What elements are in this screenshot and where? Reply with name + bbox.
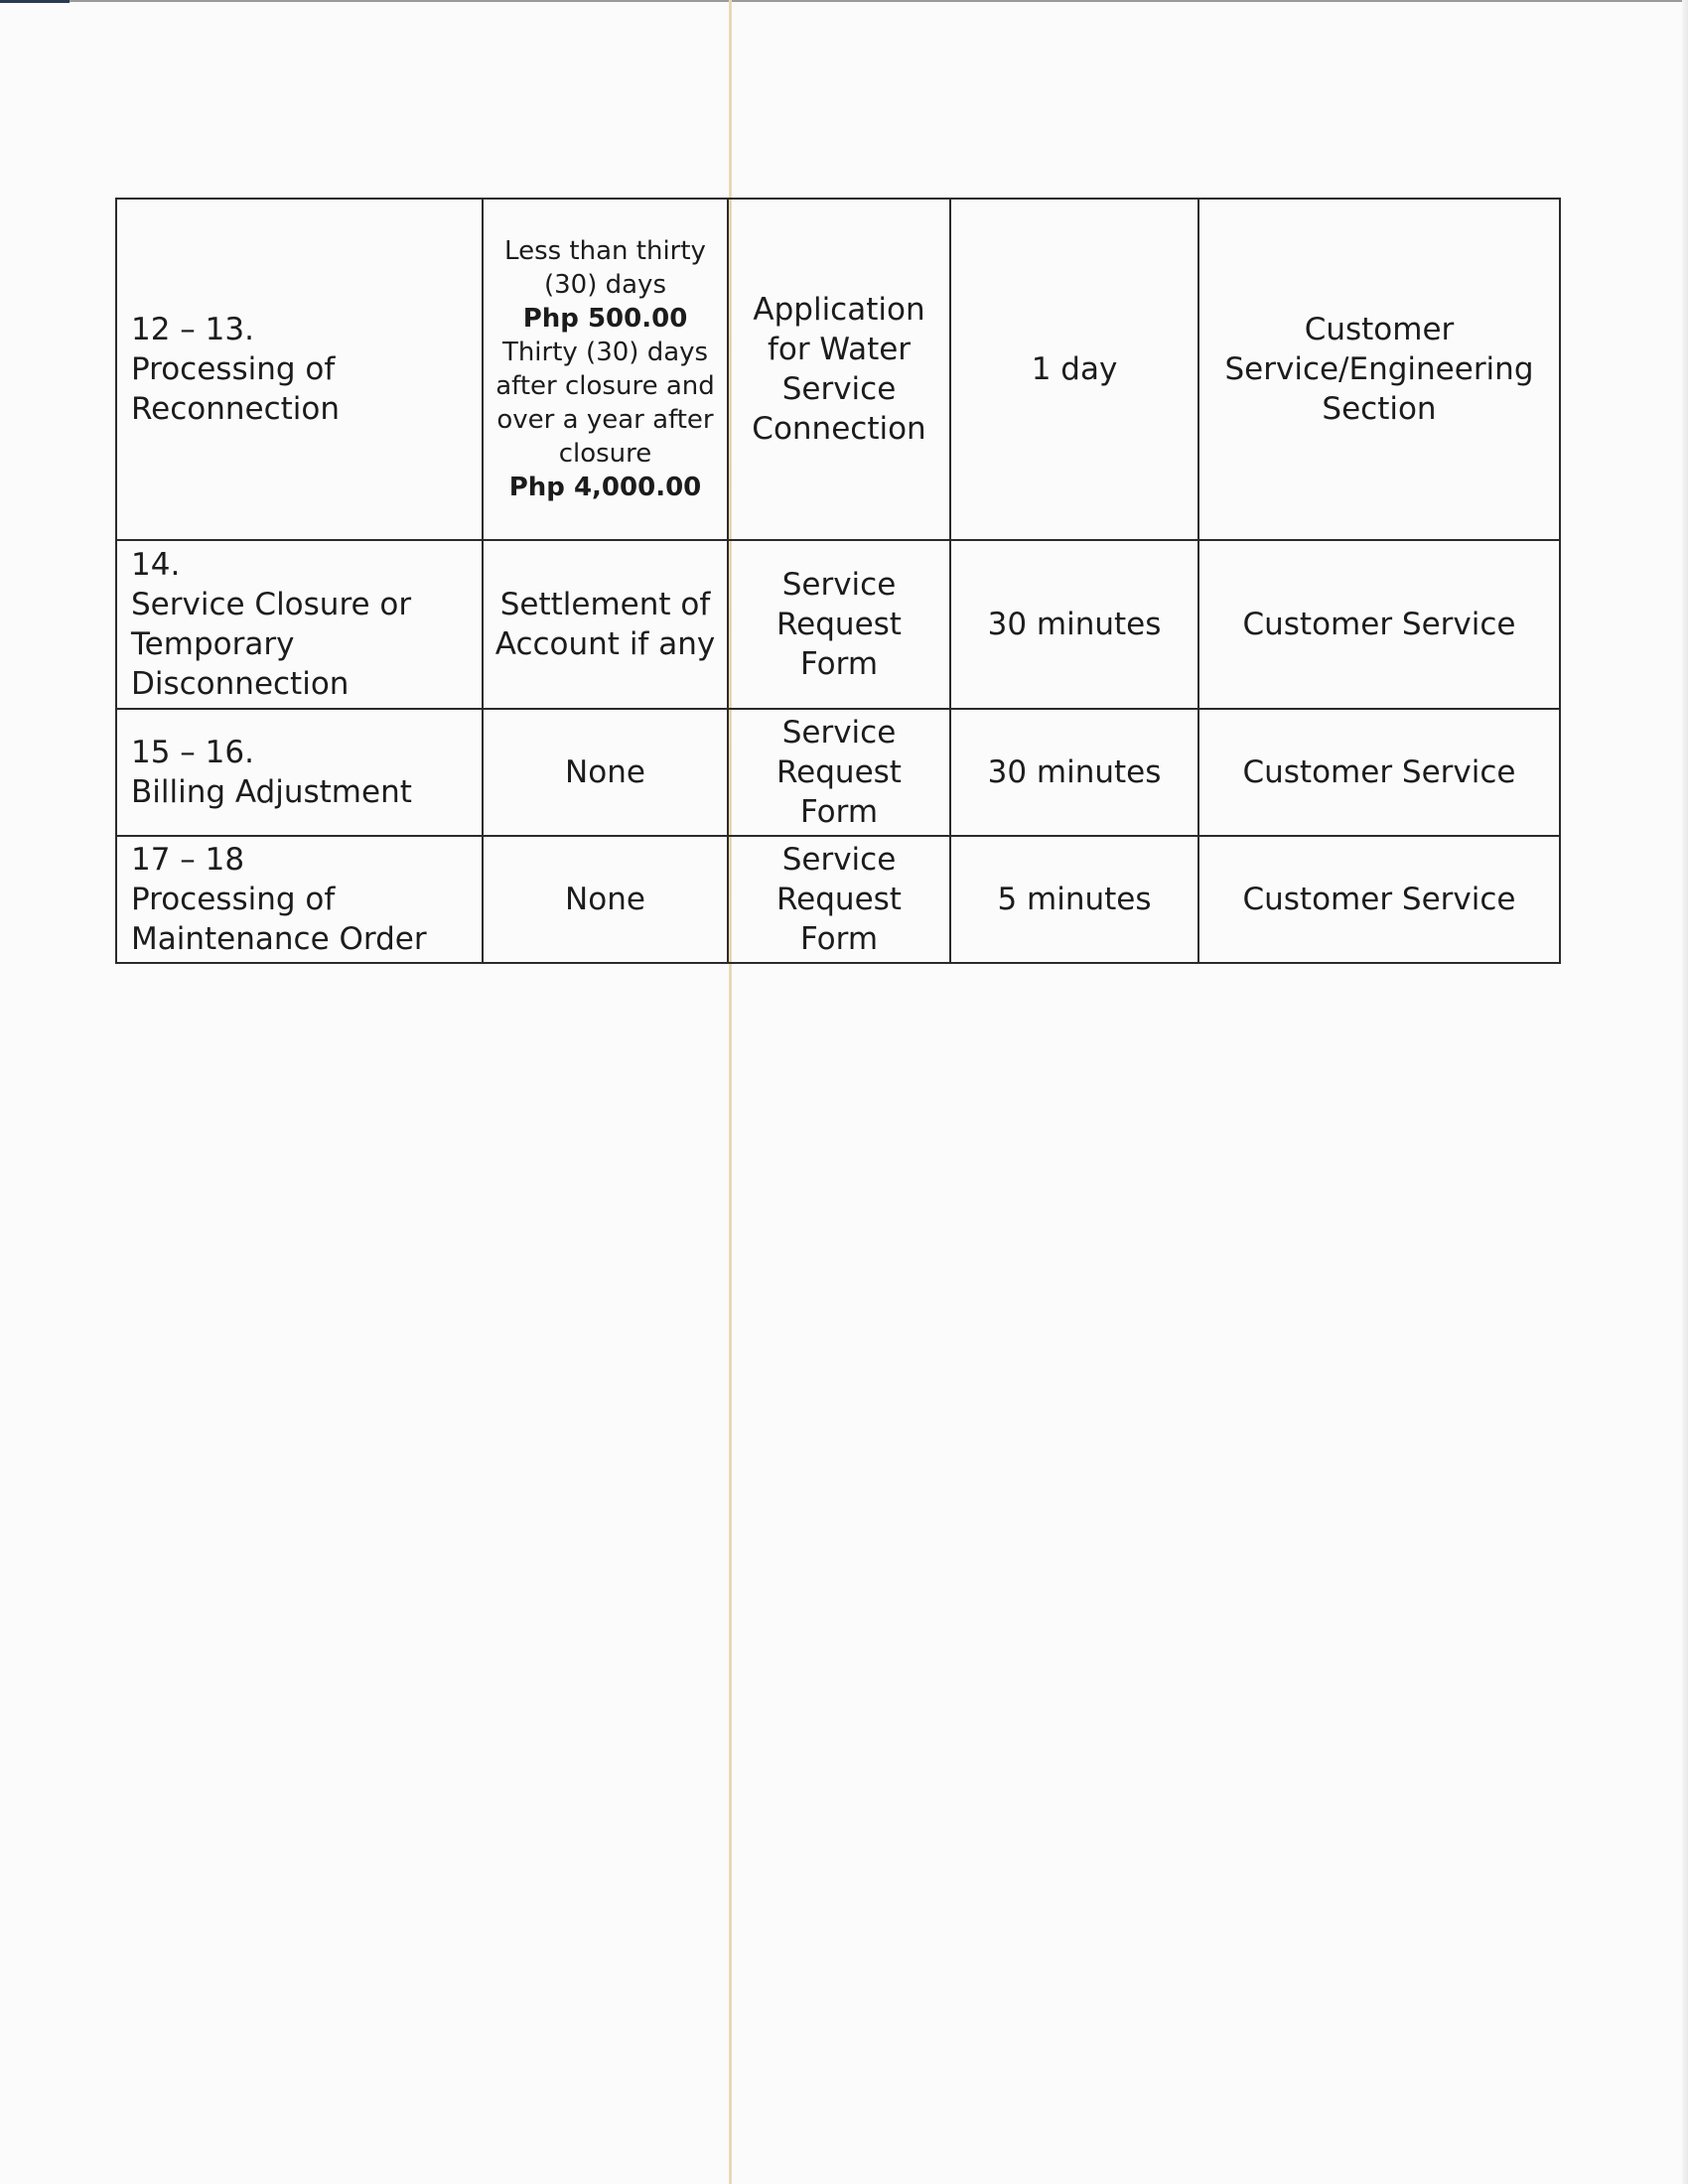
fee-amount: Php 4,000.00 [508, 473, 702, 502]
requirements-cell: None [483, 709, 728, 836]
form-line: Request [776, 607, 902, 642]
duration-cell: 30 minutes [950, 709, 1198, 836]
requirement-line: Account if any [494, 626, 716, 662]
office-cell [1198, 199, 1560, 540]
service-name-line: Reconnection [131, 391, 341, 427]
service-name-line: Processing of [131, 351, 336, 387]
service-number: 15 – 16. [131, 735, 254, 770]
form-line: Service [781, 715, 897, 751]
service-cell [116, 540, 483, 709]
form-line: Application [753, 292, 925, 328]
service-cell [116, 709, 483, 836]
services-table [115, 198, 1561, 964]
page-right-edge [1682, 0, 1688, 2184]
requirements-cell [483, 199, 728, 540]
form-line: Service [781, 567, 897, 603]
service-name-line: Temporary [131, 626, 295, 662]
requirement-line: over a year after [496, 405, 714, 435]
office-cell: Customer Service [1198, 540, 1560, 709]
service-number: 17 – 18 [131, 842, 245, 878]
form-line: Request [776, 754, 902, 790]
service-cell [116, 199, 483, 540]
duration-cell: 30 minutes [950, 540, 1198, 709]
office-line: Section [1322, 391, 1437, 427]
office-line: Service/Engineering [1224, 351, 1534, 387]
requirement-line: Settlement of [499, 587, 711, 622]
service-number: 12 – 13. [131, 312, 254, 347]
form-line: Service [781, 842, 897, 878]
form-cell [728, 709, 950, 836]
service-name-line: Service Closure or [131, 587, 412, 622]
fee-amount: Php 500.00 [522, 304, 688, 334]
office-cell: Customer Service [1198, 709, 1560, 836]
duration-cell: 1 day [950, 199, 1198, 540]
requirement-line: Thirty (30) days [501, 338, 709, 367]
service-number: 14. [131, 547, 181, 583]
page-top-edge [0, 0, 1688, 2]
table-row [116, 709, 1560, 836]
form-cell [728, 540, 950, 709]
service-cell [116, 836, 483, 963]
requirements-cell [483, 540, 728, 709]
form-line: Form [799, 646, 879, 682]
form-cell [728, 199, 950, 540]
form-line: Form [799, 921, 879, 957]
service-name-line: Processing of [131, 882, 336, 917]
service-name-line: Disconnection [131, 666, 350, 702]
page-top-edge-mark [0, 0, 70, 3]
form-line: Connection [752, 411, 926, 447]
requirements-cell: None [483, 836, 728, 963]
table-row [116, 540, 1560, 709]
form-line: Service [781, 371, 897, 407]
form-line: Form [799, 794, 879, 830]
requirement-line: after closure and [495, 371, 715, 401]
form-cell [728, 836, 950, 963]
service-name-line: Maintenance Order [131, 921, 427, 957]
requirement-line: closure [558, 439, 652, 469]
table-row [116, 836, 1560, 963]
requirement-line: Less than thirty [504, 236, 706, 266]
table-row [116, 199, 1560, 540]
office-cell: Customer Service [1198, 836, 1560, 963]
duration-cell: 5 minutes [950, 836, 1198, 963]
requirement-line: (30) days [543, 270, 666, 300]
service-name-line: Billing Adjustment [131, 774, 412, 810]
form-line: Request [776, 882, 902, 917]
office-line: Customer [1304, 312, 1455, 347]
form-line: for Water [767, 332, 912, 367]
